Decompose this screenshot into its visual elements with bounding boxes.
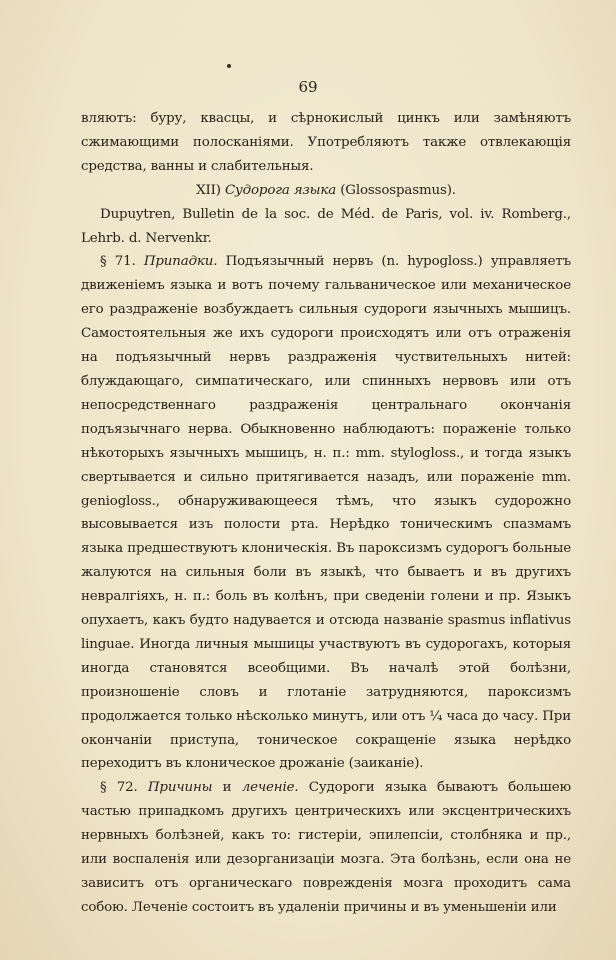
references: Dupuytren, Bulletin de la soc. de Méd. de Paris, vol. iv. Romberg., Lehrb. d. Nervenkr. — [81, 206, 571, 246]
page-body — [81, 107, 571, 920]
paragraph-71 — [81, 250, 571, 776]
section-heading-latin: (Glossospasmus). — [340, 182, 456, 198]
paragraph-72-text: Судороги языка бываютъ большею частью припадкомъ другихъ центрическихъ или эксцентрическихъ нервныхъ болѣзней, какъ то: гистеріи, эпилепсіи, столбняка и пр., или воспаленія или дезорганизаціи мозга. Эта болѣзнь, если она не зависитъ отъ органическаго поврежденія мозга проходитъ сама собою. Леченіе состоитъ въ удаленіи причины и въ уменьшеніи или — [81, 780, 571, 915]
paragraph-72 — [81, 776, 571, 919]
section-heading — [81, 179, 571, 203]
paragraph-71-text: Подъязычный нервъ (n. hypogloss.) управляетъ движеніемъ языка и вотъ почему гальваническое или механическое его раздраженіе возбуждаетъ сильныя судороги язычныхъ мышицъ. Самостоятельныя же ихъ судороги происходятъ или отъ отраженія на подъязычный нервъ раздраженія чуствительныхъ нитей: блуждающаго, симпатическаго, или спинныхъ нервовъ или отъ непосредственнаго раздраженія центральнаго окончанія подъязычнаго нерва. Обыкновенно наблюдаютъ: пораженіе только нѣкоторыхъ язычныхъ мышицъ, н. п.: mm. stylogloss., и тогда языкъ свертывается и сильно притягивается назадъ, или пораженіе mm. geniogloss., обнаруживающееся тѣмъ, что языкъ судорожно высовывается изъ полости рта. Нерѣдко тоническимъ спазмамъ языка предшествуютъ клоническія. Въ пароксизмъ судорогъ больные жалуются на сильныя боли въ языкѣ, что бываетъ и въ другихъ невралгіяхъ, н. п.: боль въ колѣнъ, при сведеніи голени и пр. Языкъ опухаетъ, какъ будто надувается и отсюда названіе spasmus inflativus linguae. Иногда личныя мышицы участвуютъ въ судорогахъ, которыя иногда становятся всеобщими. Въ началѣ этой болѣзни, произношеніе словъ и глотаніе затрудняются, пароксизмъ продолжается только нѣсколько минутъ, или отъ ¼ часа до часу. При окончаніи приступа, тоническое сокращеніе языка нерѣдко переходитъ въ клоническое дрожаніе (заиканіе). — [81, 254, 572, 772]
section-heading-title: Судорога языка — [224, 182, 337, 198]
section-heading-number: XII) — [196, 182, 221, 198]
paragraph-72-lead-treatment: леченіе. — [241, 780, 299, 796]
paragraph-72-number: § 72. — [100, 780, 138, 796]
paragraph-continued: вляютъ: буру, квасцы, и сѣрнокислый цинкъ или замѣняютъ сжимающими полосканіями. Употребляютъ также отвлекающія средства, ванны и слабительныя. — [81, 111, 571, 174]
page-number: 69 — [298, 78, 318, 96]
ink-speck — [227, 64, 231, 68]
paragraph-72-and: и — [222, 780, 232, 796]
paragraph-72-lead-causes: Причины — [147, 780, 213, 796]
paragraph-71-lead: Припадки. — [143, 254, 218, 270]
paragraph-71-number: § 71. — [100, 254, 136, 270]
